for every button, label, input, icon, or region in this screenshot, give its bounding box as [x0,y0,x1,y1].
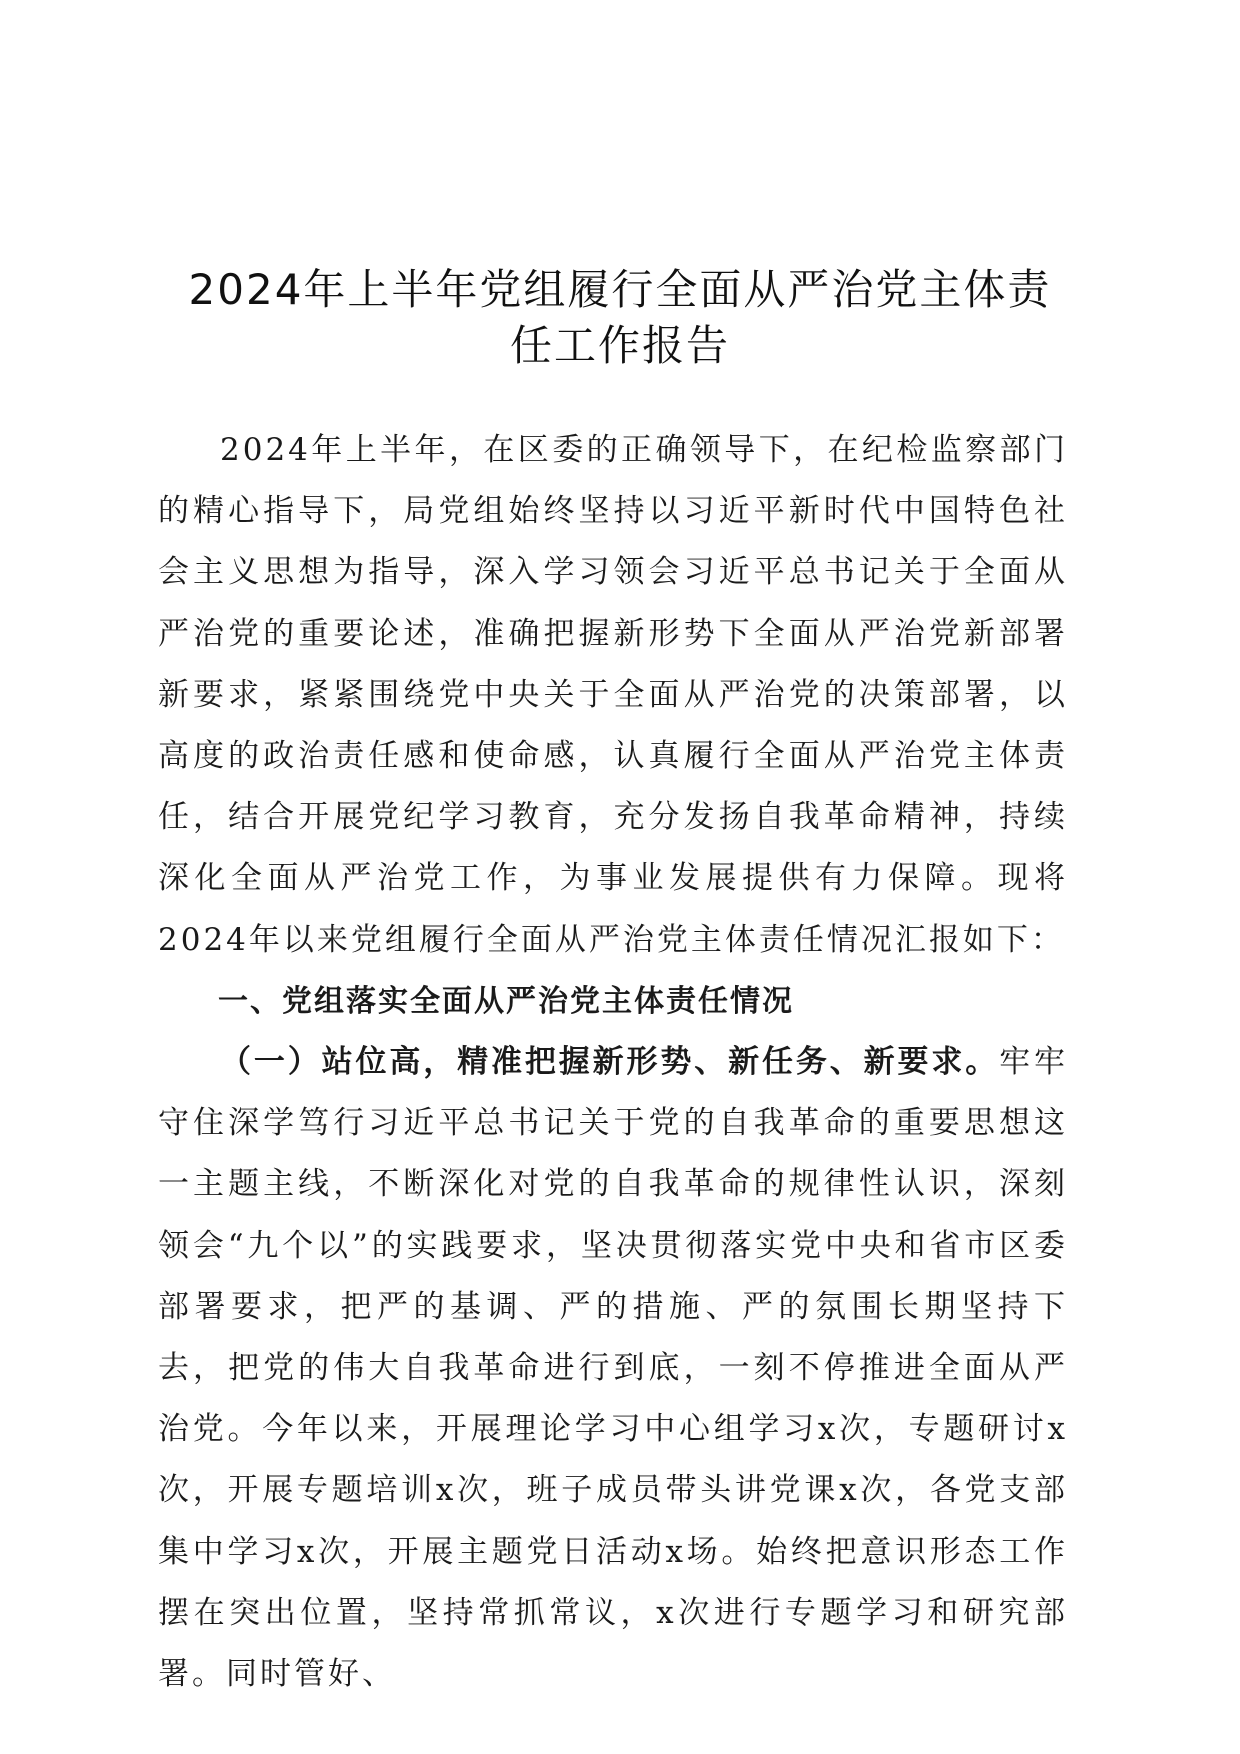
title-line-1: 2024年上半年党组履行全面从严治党主体责 [188,265,1052,314]
intro-paragraph: 2024年上半年，在区委的正确领导下，在纪检监察部门的精心指导下，局党组始终坚持以习近平新时代中国特色社会主义思想为指导，深入学习领会习近平总书记关于全面从严治党的重要论述，准确把握新形势下全面从严治党新部署新要求，紧紧围绕党中央关于全面从严治党的决策部署，以高度的政治责任感和使命感，认真履行全面从严治党主体责任，结合开展党纪学习教育，充分发扬自我革命精神，持续深化全面从严治党工作，为事业发展提供有力保障。现将2024年以来党组履行全面从严治党主体责任情况汇报如下： [158,432,1068,958]
document-body [158,420,1068,1705]
subsection-1-lead: （一）站位高，精准把握新形势、新任务、新要求。 [220,1044,1000,1081]
title-line-2: 任工作报告 [509,321,730,370]
section-heading-1: 一、党组落实全面从严治党主体责任情况 [218,983,794,1019]
subsection-1-paragraph [158,1032,1068,1705]
document-title [140,262,1100,374]
subsection-1-body: 牢牢守住深学笃行习近平总书记关于党的自我革命的重要思想这一主题主线，不断深化对党的自我革命的规律性认识，深刻领会“九个以”的实践要求，坚决贯彻落实党中央和省市区委部署要求，把严的基调、严的措施、严的氛围长期坚持下去，把党的伟大自我革命进行到底，一刻不停推进全面从严治党。今年以来，开展理论学习中心组学习x次，专题研讨x次，开展专题培训x次，班子成员带头讲党课x次，各党支部集中学习x次，开展主题党日活动x场。始终把意识形态工作摆在突出位置，坚持常抓常议，x次进行专题学习和研究部署。同时管好、 [158,1044,1068,1693]
